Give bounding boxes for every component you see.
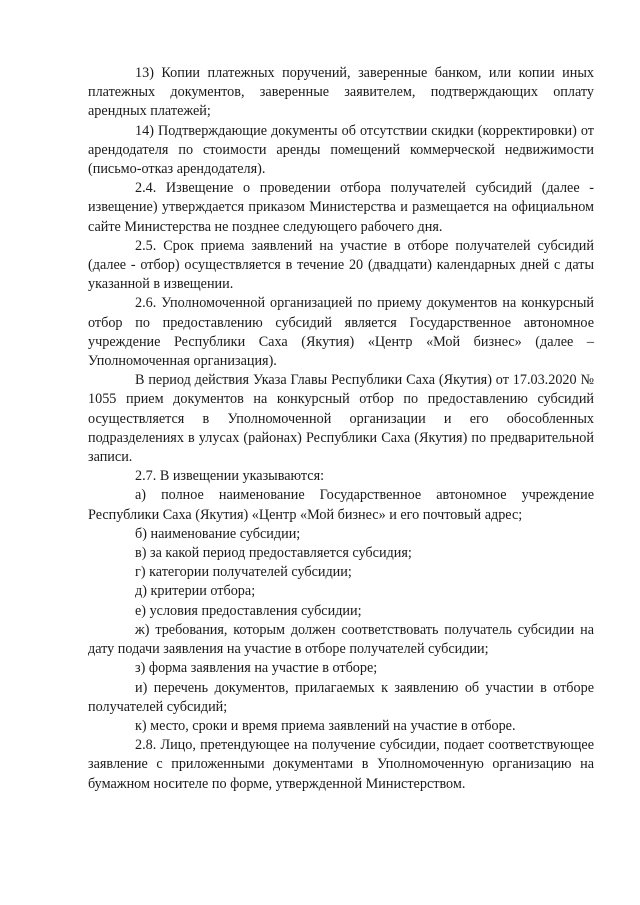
list-item-g: г) категории получателей субсидии; [135, 564, 352, 581]
list-item-v: в) за какой период предоставляется субсидия; [135, 545, 412, 562]
paragraph-2-7: 2.7. В извещении указываются: [135, 468, 325, 485]
list-item-i: и) перечень документов, прилагаемых к заявлению об участии в отборе получателей субсидий; [88, 679, 594, 715]
paragraph-item-13: 13) Копии платежных поручений, заверенные банком, или копии иных платежных документов, заверенные заявителем, подтверждающих оплату арендных платежей; [88, 65, 594, 120]
list-item-b: б) наименование субсидии; [135, 525, 301, 542]
paragraph-decree-period: В период действия Указа Главы Республики Саха (Якутия) от 17.03.2020 № 1055 прием документов на конкурсный отбор по предоставлению субсидий осуществляется в Уполномоченной организации и его обособленных подразделениях в улусах (районах) Республики Саха (Якутия) по предварительной записи. [88, 372, 594, 466]
paragraph-item-14: 14) Подтверждающие документы об отсутствии скидки (корректировки) от арендодателя по стоимости аренды помещений коммерческой недвижимости (письмо-отказ арендодателя). [88, 122, 594, 178]
paragraph-2-5: 2.5. Срок приема заявлений на участие в отборе получателей субсидий (далее - отбор) осуществляется в течение 20 (двадцати) календарных дней с даты указанной в извещении. [88, 237, 594, 293]
paragraph-2-6: 2.6. Уполномоченной организацией по приему документов на конкурсный отбор по предоставлению субсидий является Государственное автономное учреждение Республики Саха (Якутия) «Центр «Мой бизнес» (далее – Уполномоченная организация). [88, 295, 594, 370]
list-item-a: а) полное наименование Государственное автономное учреждение Республики Саха (Якутия) «Центр «Мой бизнес» и его почтовый адрес; [88, 487, 594, 523]
list-item-z: з) форма заявления на участие в отборе; [135, 660, 378, 677]
list-item-d: д) критерии отбора; [135, 583, 256, 600]
list-item-zh: ж) требования, которым должен соответствовать получатель субсидии на дату подачи заявления на участие в отборе получателей субсидии; [88, 621, 594, 658]
list-item-e: е) условия предоставления субсидии; [135, 602, 362, 619]
paragraph-2-8: 2.8. Лицо, претендующее на получение субсидии, подает соответствующее заявление с приложенными документами в Уполномоченную организацию на бумажном носителе по форме, утвержденной Министерством. [88, 737, 594, 792]
list-item-k: к) место, сроки и время приема заявлений на участие в отборе. [135, 717, 516, 734]
paragraph-2-4: 2.4. Извещение о проведении отбора получателей субсидий (далее - извещение) утверждается приказом Министерства и размещается на официальном сайте Министерства не позднее следующего рабочего дня. [88, 180, 594, 235]
document-page [88, 64, 594, 794]
